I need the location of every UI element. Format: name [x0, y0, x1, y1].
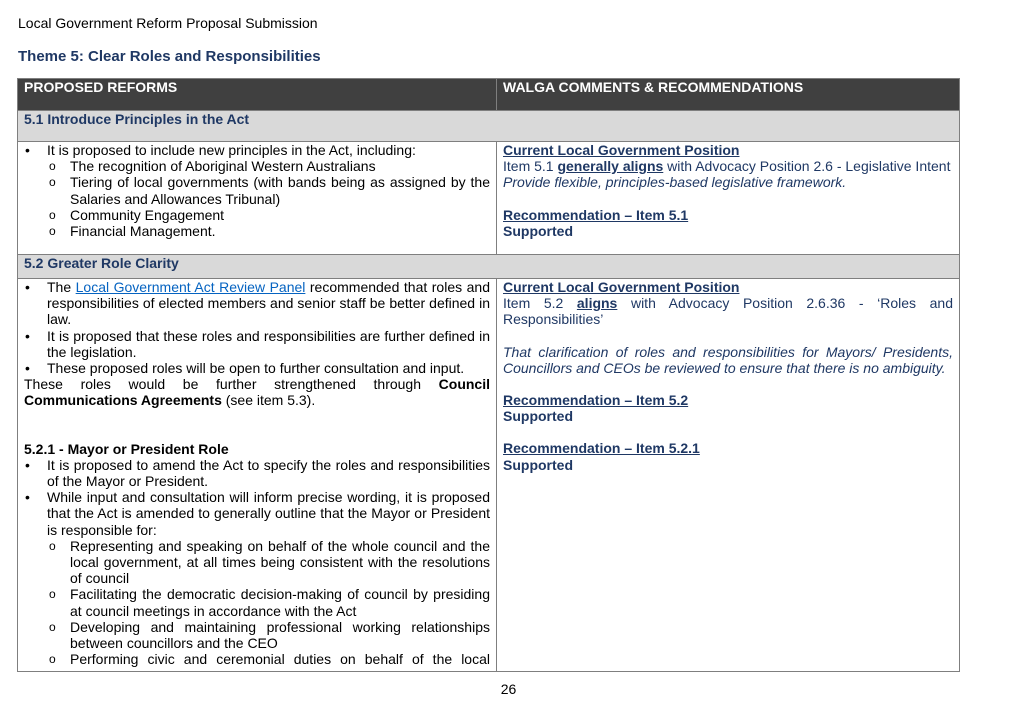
- recommendation-value: Supported: [503, 456, 573, 473]
- section-row-5-1: [18, 111, 960, 142]
- list-item: • While input and consultation will inform precise wording, it is proposed that the Act is amended to generally outline that the Mayor or President is responsible for:: [25, 489, 490, 538]
- list-item: o Developing and maintaining professional working relationships between councillors and the CEO: [49, 618, 490, 652]
- list-item: o Representing and speaking on behalf of the whole council and the local government, at all times being consistent with the resolutions of council: [49, 537, 490, 587]
- list-item: o Tiering of local governments (with bands being as assigned by the Salaries and Allowances Tribunal): [49, 174, 490, 207]
- section-row-5-2: [18, 255, 960, 279]
- content-row-5-2: [18, 279, 960, 672]
- list-item: o Performing civic and ceremonial duties on behalf of the local: [49, 651, 490, 668]
- col-header-walga-comments: WALGA COMMENTS & RECOMMENDATIONS: [497, 79, 960, 111]
- recommendation-heading: Recommendation – Item 5.2.1: [503, 440, 700, 457]
- list-item: • It is proposed to include new principles in the Act, including:: [25, 142, 416, 158]
- reform-cell-5-2: [18, 279, 497, 672]
- position-text: Item 5.1 generally aligns with Advocacy Position 2.6 - Legislative Intent: [503, 158, 951, 175]
- page-number: 26: [500, 681, 517, 697]
- recommendation-heading: Recommendation – Item 5.1: [503, 206, 689, 223]
- list-item: o Community Engagement: [49, 206, 225, 223]
- content-row-5-1: [18, 142, 960, 255]
- recommendation-value: Supported: [503, 222, 573, 239]
- table-header-row: [18, 79, 960, 111]
- review-panel-link[interactable]: Local Government Act Review Panel: [75, 279, 306, 295]
- comment-cell-5-2: [497, 279, 960, 672]
- list-item: o Financial Management.: [49, 223, 216, 240]
- col-header-proposed-reforms: PROPOSED REFORMS: [18, 79, 497, 111]
- list-item: o Facilitating the democratic decision-making of council by presiding at council meetings in accordance with the Act: [49, 586, 490, 619]
- list-item: • It is proposed that these roles and responsibilities are further defined in the legislation.: [25, 327, 490, 360]
- recommendation-value: Supported: [503, 408, 573, 425]
- reforms-table: [17, 78, 960, 672]
- section-title-5-1: 5.1 Introduce Principles in the Act: [18, 111, 960, 142]
- recommendation-heading: Recommendation – Item 5.2: [503, 392, 689, 409]
- comment-cell-5-1: [497, 142, 960, 255]
- theme-title: Theme 5: Clear Roles and Responsibilities: [18, 48, 321, 65]
- document-header: Local Government Reform Proposal Submission: [18, 15, 318, 31]
- position-italic: Provide flexible, principles-based legislative framework.: [503, 174, 847, 191]
- position-italic: That clarification of roles and responsibilities for Mayors/ Presidents, Councillors and CEOs be reviewed to ensure that there is no ambiguity.: [503, 343, 953, 376]
- position-heading: Current Local Government Position: [503, 279, 740, 295]
- list-item: • These proposed roles will be open to further consultation and input.: [25, 360, 465, 377]
- section-title-5-2: 5.2 Greater Role Clarity: [18, 255, 960, 279]
- list-item: • It is proposed to amend the Act to specify the roles and responsibilities of the Mayor or President.: [25, 456, 490, 490]
- position-heading: Current Local Government Position: [503, 142, 740, 158]
- reform-cell-5-1: [18, 142, 497, 255]
- paragraph: These roles would be further strengthened through Council Communications Agreements (see item 5.3).: [24, 376, 490, 409]
- list-item: • The Local Government Act Review Panel recommended that roles and responsibilities of elected members and senior staff be better defined in law.: [25, 279, 490, 328]
- position-text: Item 5.2 aligns with Advocacy Position 2.6.36 - ‘Roles and Responsibilities’: [503, 295, 954, 328]
- list-item: o The recognition of Aboriginal Western Australians: [49, 158, 376, 175]
- subsection-heading: 5.2.1 - Mayor or President Role: [24, 440, 229, 457]
